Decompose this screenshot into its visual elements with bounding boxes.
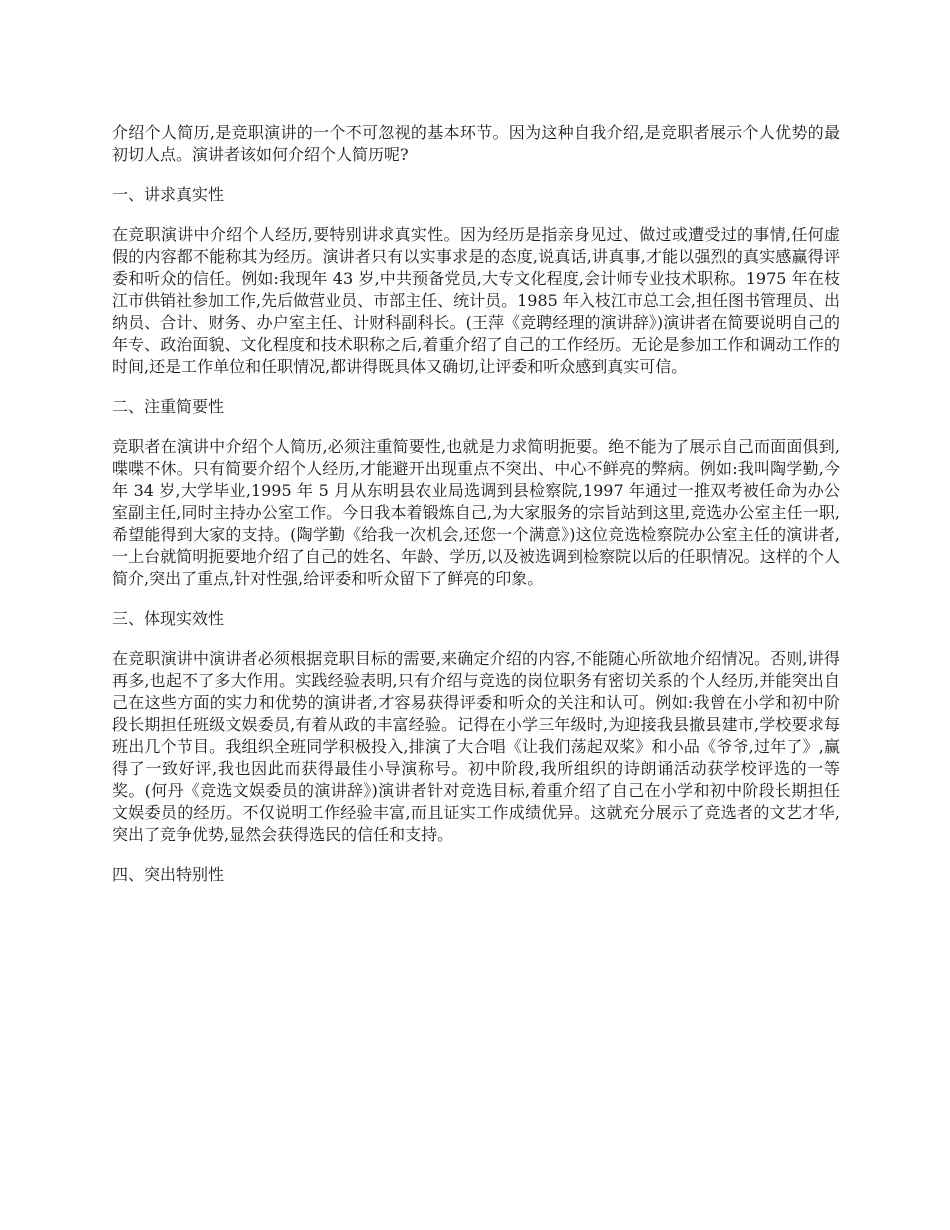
section-heading-1: 一、讲求真实性 bbox=[112, 185, 225, 204]
section-heading-3: 三、体现实效性 bbox=[112, 609, 225, 628]
section-body-3: 在竞职演讲中演讲者必须根据竞职目标的需要,来确定介绍的内容,不能随心所欲地介绍情况。否则,讲得再多,也起不了多大作用。实践经验表明,只有介绍与竞选的岗位职务有密切关系的个人经历,并能突出自己在这些方面的实力和优势的演讲者,才容易获得评委和听众的关注和认可。例如:我曾在小学和初中阶段长期担任班级文娱委员,有着从政的丰富经验。记得在小学三年级时,为迎接我县撤县建市,学校要求每班出几个节目。我组织全班同学积极投入,排演了大合唱《让我们荡起双桨》和小品《爷爷,过年了》,赢得了一致好评,我也因此而获得最佳小导演称号。初中阶段,我所组织的诗朗诵活动获学校评选的一等奖。(何丹《竞选文娱委员的演讲辞》)演讲者针对竞选目标,着重介绍了自己在小学和初中阶段长期担任文娱委员的经历。不仅说明工作经验丰富,而且证实工作成绩优异。这就充分展示了竞选者的文艺才华,突出了竞争优势,显然会获得选民的信任和支持。 bbox=[112, 649, 840, 844]
section-body-2: 竞职者在演讲中介绍个人简历,必须注重简要性,也就是力求简明扼要。绝不能为了展示自己而面面俱到,喋喋不休。只有简要介绍个人经历,才能避开出现重点不突出、中心不鲜亮的弊病。例如:我叫陶学勤,今年 34 岁,大学毕业,1995 年 5 月从东明县农业局选调到县检察院,1997 年通过一推双考被任命为办公室副主任,同时主持办公室工作。今日我本着锻炼自己,为大家服务的宗旨站到这里,竞选办公室主任一职,希望能得到大家的支持。(陶学勤《给我一次机会,还您一个满意》)这位竞选检察院办公室主任的演讲者,一上台就简明扼要地介绍了自己的姓名、年龄、学历,以及被选调到检察院以后的任职情况。这样的个人简介,突出了重点,针对性强,给评委和听众留下了鲜亮的印象。 bbox=[112, 437, 840, 588]
document-page bbox=[112, 122, 840, 904]
intro-paragraph: 介绍个人简历,是竞职演讲的一个不可忽视的基本环节。因为这种自我介绍,是竞职者展示个人优势的最初切人点。演讲者该如何介绍个人简历呢? bbox=[112, 123, 840, 164]
section-heading-4: 四、突出特别性 bbox=[112, 865, 225, 884]
section-body-1: 在竞职演讲中介绍个人经历,要特别讲求真实性。因为经历是指亲身见过、做过或遭受过的事情,任何虚假的内容都不能称其为经历。演讲者只有以实事求是的态度,说真话,讲真事,才能以强烈的真实感赢得评委和听众的信任。例如:我现年 43 岁,中共预备党员,大专文化程度,会计师专业技术职称。1975 年在枝江市供销社参加工作,先后做营业员、市部主任、统计员。1985 年入枝江市总工会,担任图书管理员、出纳员、合计、财务、办户室主任、计财科副科长。(王萍《竞聘经理的演讲辞》)演讲者在简要说明自己的年专、政治面貌、文化程度和技术职称之后,着重介绍了自己的工作经历。无论是参加工作和调动工作的时间,还是工作单位和任职情况,都讲得既具体又确切,让评委和听众感到真实可信。 bbox=[112, 225, 840, 376]
section-heading-2: 二、注重简要性 bbox=[112, 397, 225, 416]
